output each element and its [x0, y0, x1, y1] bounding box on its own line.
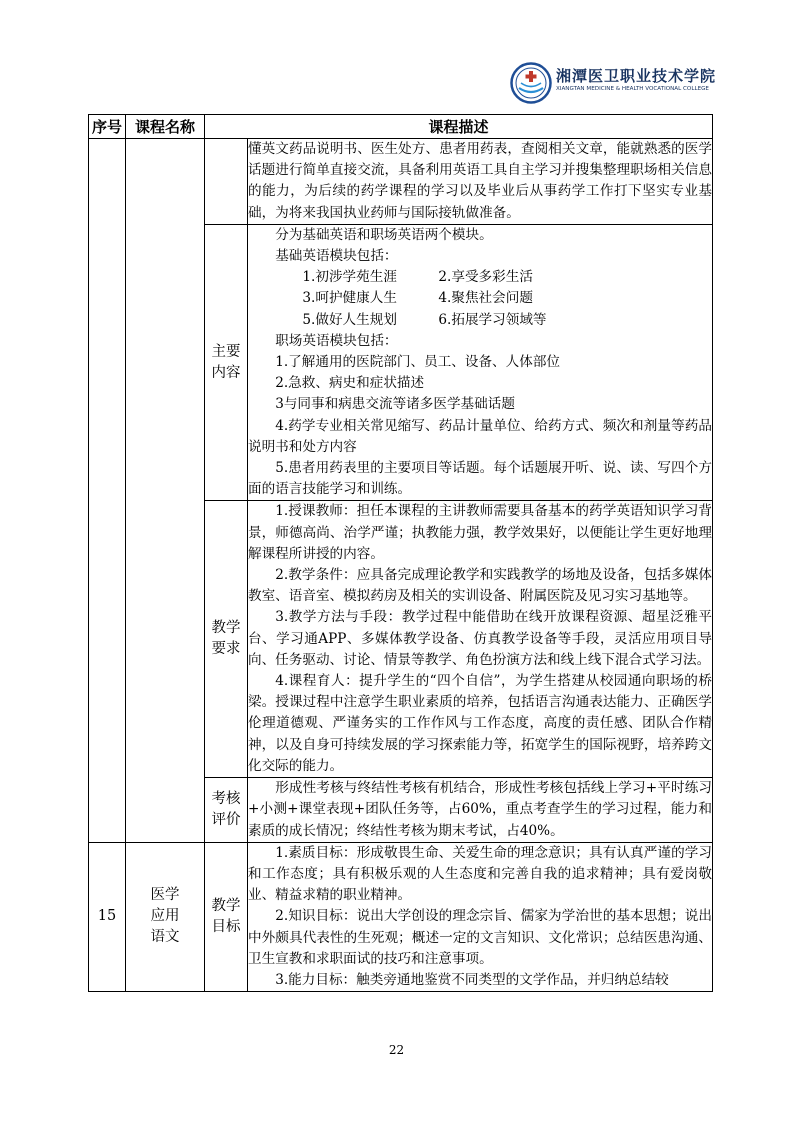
assessment-text: 形成性考核与终结性考核有机结合，形成性考核包括线上学习+平时练习+小测+课堂表现+团队任务等，占60%，重点考查学生的学习过程，能力和素质的成长情况；终结性考核为期末考试，占40%。 — [248, 780, 713, 839]
college-emblem-icon — [510, 62, 552, 104]
course-number-cell — [89, 139, 126, 843]
requirements-label-cell — [205, 501, 248, 778]
header-number: 序号 — [89, 115, 126, 139]
course-table — [88, 114, 713, 992]
table-row — [89, 139, 713, 225]
content-label-line: 主要 — [211, 343, 241, 360]
header-course-description: 课程描述 — [205, 115, 713, 139]
assessment-label-line: 考核 — [211, 790, 241, 807]
objective-label-line: 教学 — [211, 897, 241, 914]
objective-label-cell — [205, 139, 248, 225]
basic-item: 6.拓展学习领域等 — [438, 311, 547, 328]
content-label-line: 内容 — [211, 364, 241, 381]
requirement-paragraph: 1.授课教师：担任本课程的主讲教师需要具备基本的药学英语知识学习背景，师德高尚、治学严谨；执教能力强，教学效果好，以便能让学生更好地理解课程所讲授的内容。 — [248, 503, 713, 562]
basic-item: 5.做好人生规划 — [302, 311, 397, 328]
content-text-cell — [248, 224, 713, 501]
table-header-row — [89, 115, 713, 139]
course-number-cell: 15 — [89, 842, 126, 991]
content-label-cell — [205, 224, 248, 501]
college-name-cn: 湘潭医卫职业技术学院 — [556, 67, 717, 85]
objective-paragraph: 3.能力目标：触类旁通地鉴赏不同类型的文学作品，并归纳总结较 — [275, 971, 669, 988]
objective-text-cell — [248, 842, 713, 991]
requirements-label-line: 要求 — [211, 641, 241, 658]
objective-label-line: 目标 — [211, 918, 241, 935]
work-item: 4.药学专业相关常见缩写、药品计量单位、给药方式、频次和剂量等药品说明书和处方内容 — [248, 417, 713, 455]
basic-item: 4.聚焦社会问题 — [438, 290, 533, 307]
objective-text: 懂英文药品说明书、医生处方、患者用药表，查阅相关文章，能就熟悉的医学话题进行简单直接交流，具备利用英语工具自主学习并搜集整理职场相关信息的能力，为后续的药学课程的学习以及毕业后从事药学工作打下坚实专业基础，为将来我国执业药师与国际接轨做准备。 — [248, 141, 713, 221]
requirement-paragraph: 2.教学条件：应具备完成理论教学和实践教学的场地及设备，包括多媒体教室、语音室、模拟药房及相关的实训设备、附属医院及见习实习基地等。 — [248, 567, 713, 605]
work-item: 3与同事和病患交流等诸多医学基础话题 — [275, 396, 515, 413]
course-name-line: 应用 — [150, 908, 180, 925]
objective-paragraph: 2.知识目标：说出大学创设的理念宗旨、儒家为学治世的基本思想；说出中外颇具代表性的生死观；概述一定的文言知识、文化常识；总结医患沟通、卫生宣教和求职面试的技巧和注意事项。 — [248, 908, 713, 967]
course-name-line: 医学 — [150, 887, 180, 904]
content-intro: 分为基础英语和职场英语两个模块。 — [275, 226, 493, 243]
work-item: 2.急救、病史和症状描述 — [275, 375, 425, 392]
basic-module-row — [248, 288, 712, 309]
college-name-en: XIANGTAN MEDICINE & HEALTH VOCATIONAL COLLEGE — [556, 86, 709, 92]
objective-paragraph: 1.素质目标：形成敬畏生命、关爱生命的理念意识；具有认真严谨的学习和工作态度；具有积极乐观的人生态度和完善自我的追求精神；具有爱岗敬业、精益求精的职业精神。 — [248, 844, 713, 904]
basic-item: 3.呵护健康人生 — [302, 290, 397, 307]
assessment-label-cell — [205, 778, 248, 843]
requirement-paragraph: 3.教学方法与手段：教学过程中能借助在线开放课程资源、超星泛雅平台、学习通APP、多媒体教学设备、仿真教学设备等手段，灵活应用项目导向、任务驱动、讨论、情景等教学、角色扮演方法和线上线下混合式学习法。 — [248, 609, 713, 668]
basic-module-title: 基础英语模块包括： — [275, 248, 398, 265]
basic-item: 2.享受多彩生活 — [438, 269, 533, 286]
assessment-label-line: 评价 — [211, 811, 241, 828]
work-module-title: 职场英语模块包括： — [275, 332, 398, 349]
basic-module-row — [248, 310, 712, 331]
requirements-text-cell — [248, 501, 713, 778]
basic-module-row — [248, 267, 712, 288]
basic-item: 1.初涉学苑生涯 — [302, 269, 397, 286]
header-course-name: 课程名称 — [126, 115, 205, 139]
work-item: 5.患者用药表里的主要项目等话题。每个话题展开听、说、读、写四个方面的语言技能学习和训练。 — [248, 460, 713, 498]
course-name-cell — [126, 842, 205, 991]
work-item: 1.了解通用的医院部门、员工、设备、人体部位 — [275, 354, 561, 371]
requirement-paragraph: 4.课程育人：提升学生的“四个自信”，为学生搭建从校园通向职场的桥梁。授课过程中注意学生职业素质的培养，包括语言沟通表达能力、正确医学伦理道德观、严谨务实的工作作风与工作态度，高度的责任感、团队合作精神，以及自身可持续发展的学习探索能力等，拓宽学生的国际视野，培养跨文化交际的能力。 — [248, 673, 713, 774]
page-number: 22 — [388, 1043, 405, 1057]
course-name-line: 语文 — [150, 929, 180, 946]
requirements-label-line: 教学 — [211, 620, 241, 637]
table-row — [89, 842, 713, 991]
objective-text-cell — [248, 139, 713, 225]
course-name-cell — [126, 139, 205, 843]
assessment-text-cell — [248, 778, 713, 843]
college-logo — [510, 62, 725, 104]
objective-label-cell — [205, 842, 248, 991]
